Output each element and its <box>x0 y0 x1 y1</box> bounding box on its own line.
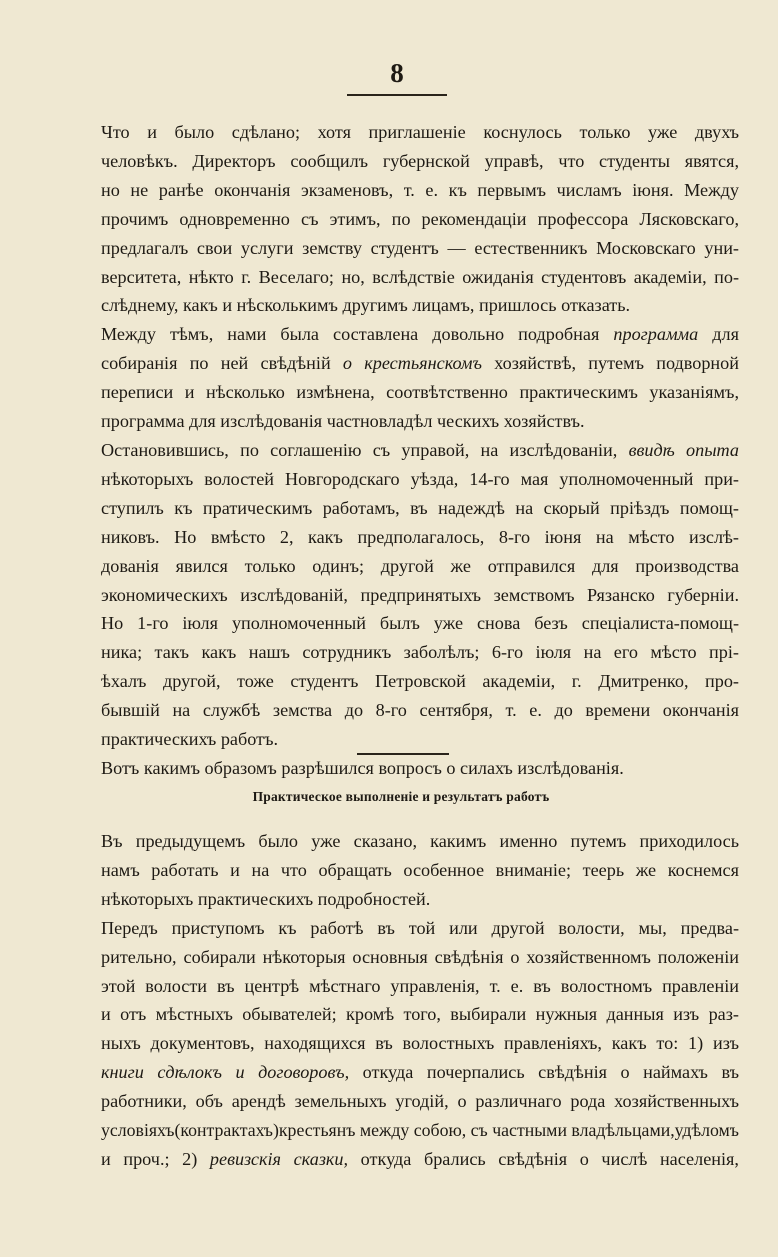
text-line: никовъ. Но вмѣсто 2, какъ предполагалось, 8-го іюня на мѣсто изслѣ- <box>101 526 739 547</box>
text-line: ступилъ къ пратическимъ работамъ, въ надеждѣ на скорый пріѣздъ помощ- <box>101 497 739 518</box>
text-line: намъ работать и на что обращать особенное вниманіе; теерь же коснемся <box>101 859 739 880</box>
text-line: Вотъ какимъ образомъ разрѣшился вопросъ о силахъ изслѣдованія. <box>101 757 624 778</box>
text-line: и проч.; 2) ревизскія сказки, откуда брались свѣдѣнія о числѣ населенія, <box>101 1148 739 1169</box>
text-line: и отъ мѣстныхъ обывателей; кромѣ того, выбирали нужныя данныя изъ раз- <box>101 1004 739 1025</box>
text-block-top <box>101 118 739 783</box>
text-line: ныхъ документовъ, находящихся въ волостныхъ правленіяхъ, какъ то: 1) изъ <box>101 1033 739 1054</box>
text-line: Но 1-го іюля уполномоченный былъ уже снова безъ спеціалиста-помощ- <box>101 613 739 634</box>
text-line: Что и было сдѣлано; хотя приглашеніе коснулось только уже двухъ <box>101 122 739 142</box>
text-line: работники, объ арендѣ земельныхъ угодій, о различнаго рода хозяйственныхъ <box>101 1091 739 1112</box>
text-line: собиранія по ней свѣдѣній о крестьянскомъ хозяйствѣ, путемъ подворной <box>101 353 739 374</box>
paragraph-6 <box>101 827 739 914</box>
paragraph-7 <box>101 914 739 1174</box>
section-divider <box>357 753 449 755</box>
text-line: условіяхъ(контрактахъ)крестьянъ между собою, съ частными владѣльцами,удѣломъ <box>101 1120 739 1141</box>
paragraph-3 <box>101 436 739 609</box>
text-line: человѣкъ. Директоръ сообщилъ губернской управѣ, что студенты явятся, <box>101 150 739 171</box>
text-line: нѣкоторыхъ практическихъ подробностей. <box>101 888 431 909</box>
text-line: экономическихъ изслѣдованій, предпринятыхъ земствомъ Рязанско губерніи. <box>101 584 739 605</box>
paragraph-4 <box>101 609 739 754</box>
text-line: прочимъ одновременно съ этимъ, по рекомендаціи профессора Лясковскаго, <box>101 208 739 229</box>
text-line: нѣкоторыхъ волостей Новгородскаго уѣзда, 14-го мая уполномоченный при- <box>101 468 739 489</box>
text-line: верситета, нѣкто г. Веселаго; но, вслѣдствіе ожиданія студентовъ академіи, по- <box>101 266 739 287</box>
text-line: Въ предыдущемъ было уже сказано, какимъ именно путемъ приходилось <box>101 831 739 851</box>
text-line: Остановившись, по соглашенію съ управой, на изслѣдованіи, ввидѣ опыта <box>101 439 739 460</box>
text-line: книги сдѣлокъ и договоровъ, откуда почерпались свѣдѣнія о наймахъ въ <box>101 1062 739 1083</box>
text-line: программа для изслѣдованія частновладѣл ческихъ хозяйствъ. <box>101 411 585 432</box>
paragraph-1 <box>101 118 739 320</box>
paragraph-2 <box>101 320 739 436</box>
emphasis: ввидѣ опыта <box>628 439 739 460</box>
text-block-bottom <box>101 827 739 1174</box>
text-line: предлагалъ свои услуги земству студентъ — естественникъ Московскаго уни- <box>101 237 739 258</box>
text-line: ѣхалъ другой, тоже студентъ Петровской академіи, г. Дмитренко, про- <box>101 671 739 692</box>
text-line: переписи и нѣсколько измѣнена, соотвѣтственно практическимъ указаніямъ, <box>101 382 739 403</box>
text-line: рительно, собирали нѣкоторыя основныя свѣдѣнія о хозяйственномъ положеніи <box>101 946 739 967</box>
section-title: Практическое выполненіе и результатъ работъ <box>252 789 550 804</box>
text-line: но не ранѣе окончанія экзаменовъ, т. е. къ первымъ числамъ іюня. Между <box>101 179 739 200</box>
emphasis: о крестьянскомъ <box>342 353 482 374</box>
text-line: бывшій на службѣ земства до 8-го сентября, т. е. до времени окончанія <box>101 700 739 721</box>
text-line: этой волости въ центрѣ мѣстнаго управленія, т. е. въ волостномъ правленіи <box>101 975 739 996</box>
text-line: дованія явился только одинъ; другой же отправился для производства <box>101 555 739 576</box>
page-number: 8 <box>390 58 404 88</box>
page-number-rule <box>347 94 447 96</box>
emphasis: программа <box>613 324 699 345</box>
text-line: Между тѣмъ, нами была составлена довольно подробная программа для <box>101 324 739 345</box>
emphasis: ревизскія сказки, <box>209 1148 349 1169</box>
text-line: ника; такъ какъ нашъ сотрудникъ заболѣлъ; 6-го іюля на его мѣсто прі- <box>101 642 739 663</box>
text-line: слѣднему, какъ и нѣсколькимъ другимъ лицамъ, пришлось отказать. <box>101 295 631 316</box>
paragraph-5 <box>101 754 739 783</box>
text-line: Передъ приступомъ къ работѣ въ той или другой волости, мы, предва- <box>101 917 739 938</box>
text-line: практическихъ работъ. <box>101 729 279 750</box>
emphasis: книги сдѣлокъ и договоровъ, <box>101 1062 350 1083</box>
